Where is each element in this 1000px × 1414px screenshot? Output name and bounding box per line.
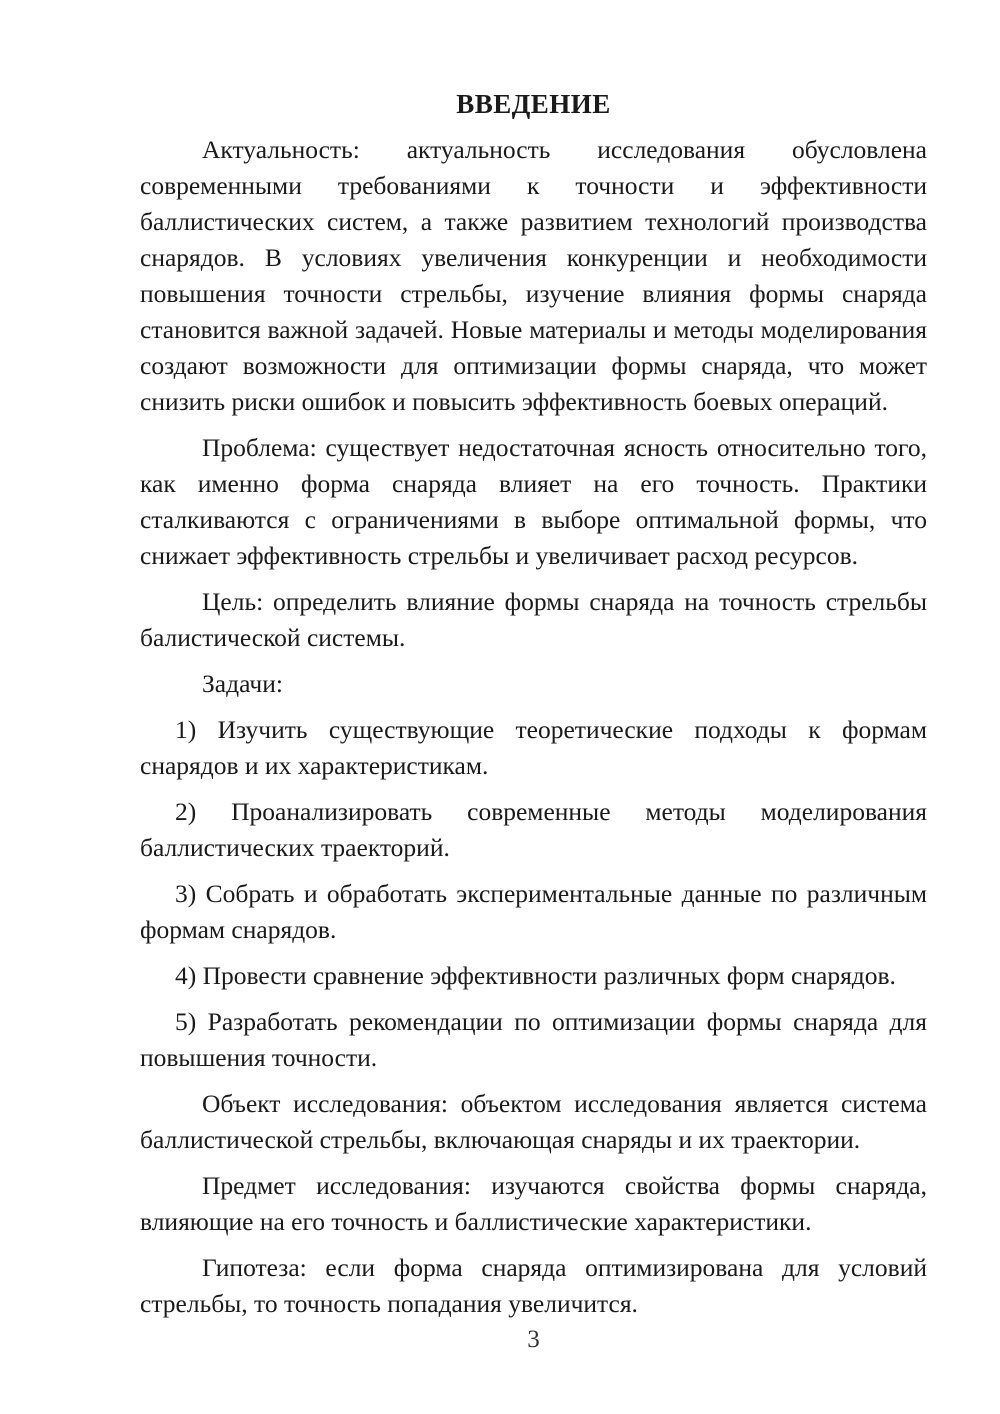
task-item-2: 2) Проанализировать современные методы моделирования баллистических траекторий.	[140, 797, 927, 862]
task-item-5: 5) Разработать рекомендации по оптимизации формы снаряда для повышения точности.	[140, 1007, 927, 1072]
section-title: ВВЕДЕНИЕ	[456, 89, 611, 119]
page-number: 3	[527, 1326, 540, 1353]
paragraph-tasks-heading: Задачи:	[202, 669, 283, 698]
paragraph-research-subject: Предмет исследования: изучаются свойства формы снаряда, влияющие на его точность и баллистические характеристики.	[140, 1171, 927, 1236]
paragraph-hypothesis: Гипотеза: если форма снаряда оптимизирована для условий стрельбы, то точность попадания увеличится.	[140, 1253, 927, 1318]
paragraph-goal: Цель: определить влияние формы снаряда на точность стрельбы балистической системы.	[140, 587, 927, 652]
task-item-3: 3) Собрать и обработать экспериментальные данные по различным формам снарядов.	[140, 879, 927, 944]
task-item-4: 4) Провести сравнение эффективности различных форм снарядов.	[175, 961, 896, 990]
paragraph-problem: Проблема: существует недостаточная ясность относительно того, как именно форма снаряда влияет на его точность. Практики сталкиваются с ограничениями в выборе оптимальной формы, что снижает эффективность стрельбы и увеличивает расход ресурсов.	[140, 433, 927, 570]
task-item-1: 1) Изучить существующие теоретические подходы к формам снарядов и их характеристикам.	[140, 715, 927, 780]
paragraph-research-object: Объект исследования: объектом исследования является система баллистической стрельбы, включающая снаряды и их траектории.	[140, 1089, 927, 1154]
paragraph-relevance: Актуальность: актуальность исследования обусловлена современными требованиями к точности и эффективности баллистических систем, а также развитием технологий производства снарядов. В условиях увеличения конкуренции и необходимости повышения точности стрельбы, изучение влияния формы снаряда становится важной задачей. Новые материалы и методы моделирования создают возможности для оптимизации формы снаряда, что может снизить риски ошибок и повысить эффективность боевых операций.	[140, 135, 927, 416]
